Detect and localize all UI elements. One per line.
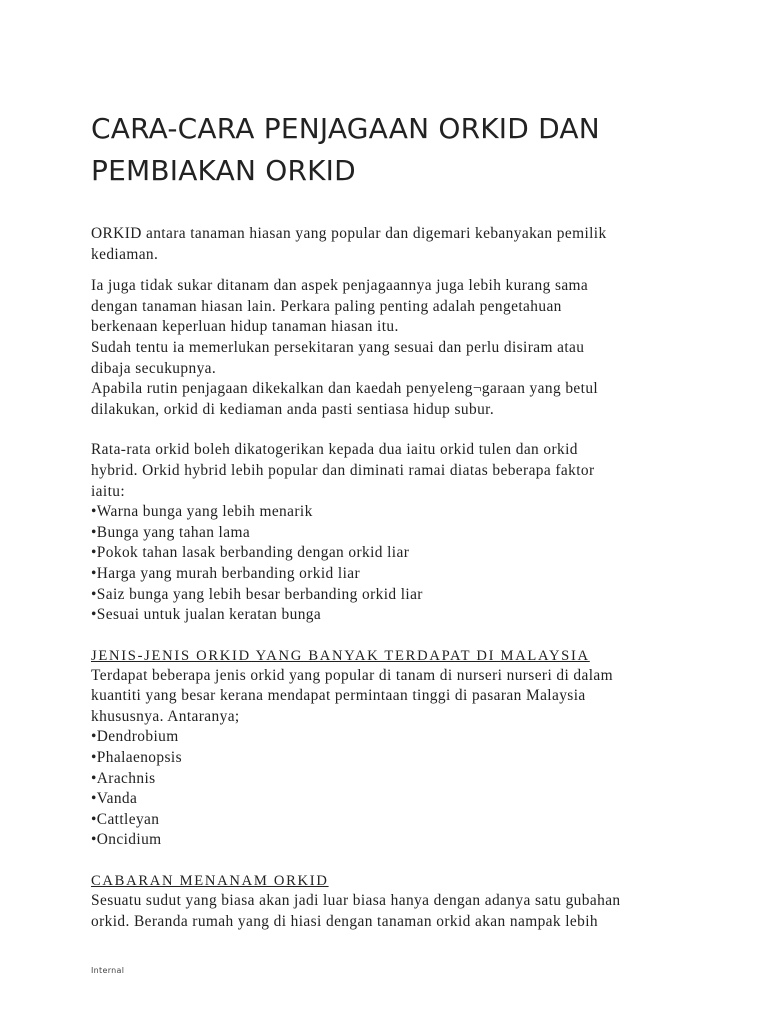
bullet-item: •Warna bunga yang lebih menarik	[91, 503, 313, 521]
hybrid-paragraph	[91, 440, 691, 625]
section-heading-jenis: JENIS-JENIS ORKID YANG BANYAK TERDAPAT DI MALAYSIA	[91, 647, 590, 664]
jenis-paragraph	[91, 666, 691, 851]
bullet-item: •Cattleyan	[91, 810, 160, 828]
text-line: dilakukan, orkid di kediaman anda pasti sentiasa hidup subur.	[91, 400, 495, 418]
text-line: iaitu:	[91, 482, 126, 500]
bullet-item: •Dendrobium	[91, 728, 179, 746]
care-paragraph	[91, 276, 691, 420]
bullet-item: •Phalaenopsis	[91, 749, 182, 767]
bullet-item: •Bunga yang tahan lama	[91, 523, 251, 541]
text-line: berkenaan keperluan hidup tanaman hiasan itu.	[91, 318, 399, 336]
text-line: kediaman.	[91, 245, 159, 263]
document-title: CARA-CARA PENJAGAAN ORKID DAN PEMBIAKAN ORKID	[91, 112, 600, 187]
bullet-item: •Oncidium	[91, 831, 162, 849]
bullet-item: •Sesuai untuk jualan keratan bunga	[91, 606, 322, 624]
text-line: Rata-rata orkid boleh dikatogerikan kepada dua iaitu orkid tulen dan orkid	[91, 441, 578, 459]
footer-classification-label: Internal	[91, 966, 125, 975]
text-line: Sudah tentu ia memerlukan persekitaran yang sesuai dan perlu disiram atau	[91, 338, 585, 356]
text-line: Sesuatu sudut yang biasa akan jadi luar biasa hanya dengan adanya satu gubahan	[91, 892, 621, 910]
text-line: Ia juga tidak sukar ditanam dan aspek penjagaannya juga lebih kurang sama	[91, 277, 589, 295]
text-line: khususnya. Antaranya;	[91, 707, 240, 725]
intro-paragraph	[91, 224, 691, 265]
bullet-item: •Arachnis	[91, 769, 156, 787]
text-line: kuantiti yang besar kerana mendapat permintaan tinggi di pasaran Malaysia	[91, 687, 586, 705]
section-heading-cabaran: CABARAN MENANAM ORKID	[91, 873, 329, 890]
text-line: ORKID antara tanaman hiasan yang popular dan digemari kebanyakan pemilik	[91, 225, 607, 242]
text-line: hybrid. Orkid hybrid lebih popular dan diminati ramai diatas beberapa faktor	[91, 461, 595, 479]
bullet-item: •Harga yang murah berbanding orkid liar	[91, 564, 361, 582]
cabaran-paragraph	[91, 891, 691, 932]
document-page	[91, 108, 691, 932]
bullet-item: •Saiz bunga yang lebih besar berbanding orkid liar	[91, 585, 423, 603]
text-line: dengan tanaman hiasan lain. Perkara paling penting adalah pengetahuan	[91, 297, 562, 315]
text-line: orkid. Beranda rumah yang di hiasi dengan tanaman orkid akan nampak lebih	[91, 912, 599, 930]
text-line: Terdapat beberapa jenis orkid yang popular di tanam di nurseri nurseri di dalam	[91, 666, 614, 684]
bullet-item: •Vanda	[91, 790, 138, 808]
bullet-item: •Pokok tahan lasak berbanding dengan orkid liar	[91, 544, 410, 562]
text-line: Apabila rutin penjagaan dikekalkan dan kaedah penyeleng¬garaan yang betul	[91, 380, 599, 398]
text-line: dibaja secukupnya.	[91, 359, 217, 377]
